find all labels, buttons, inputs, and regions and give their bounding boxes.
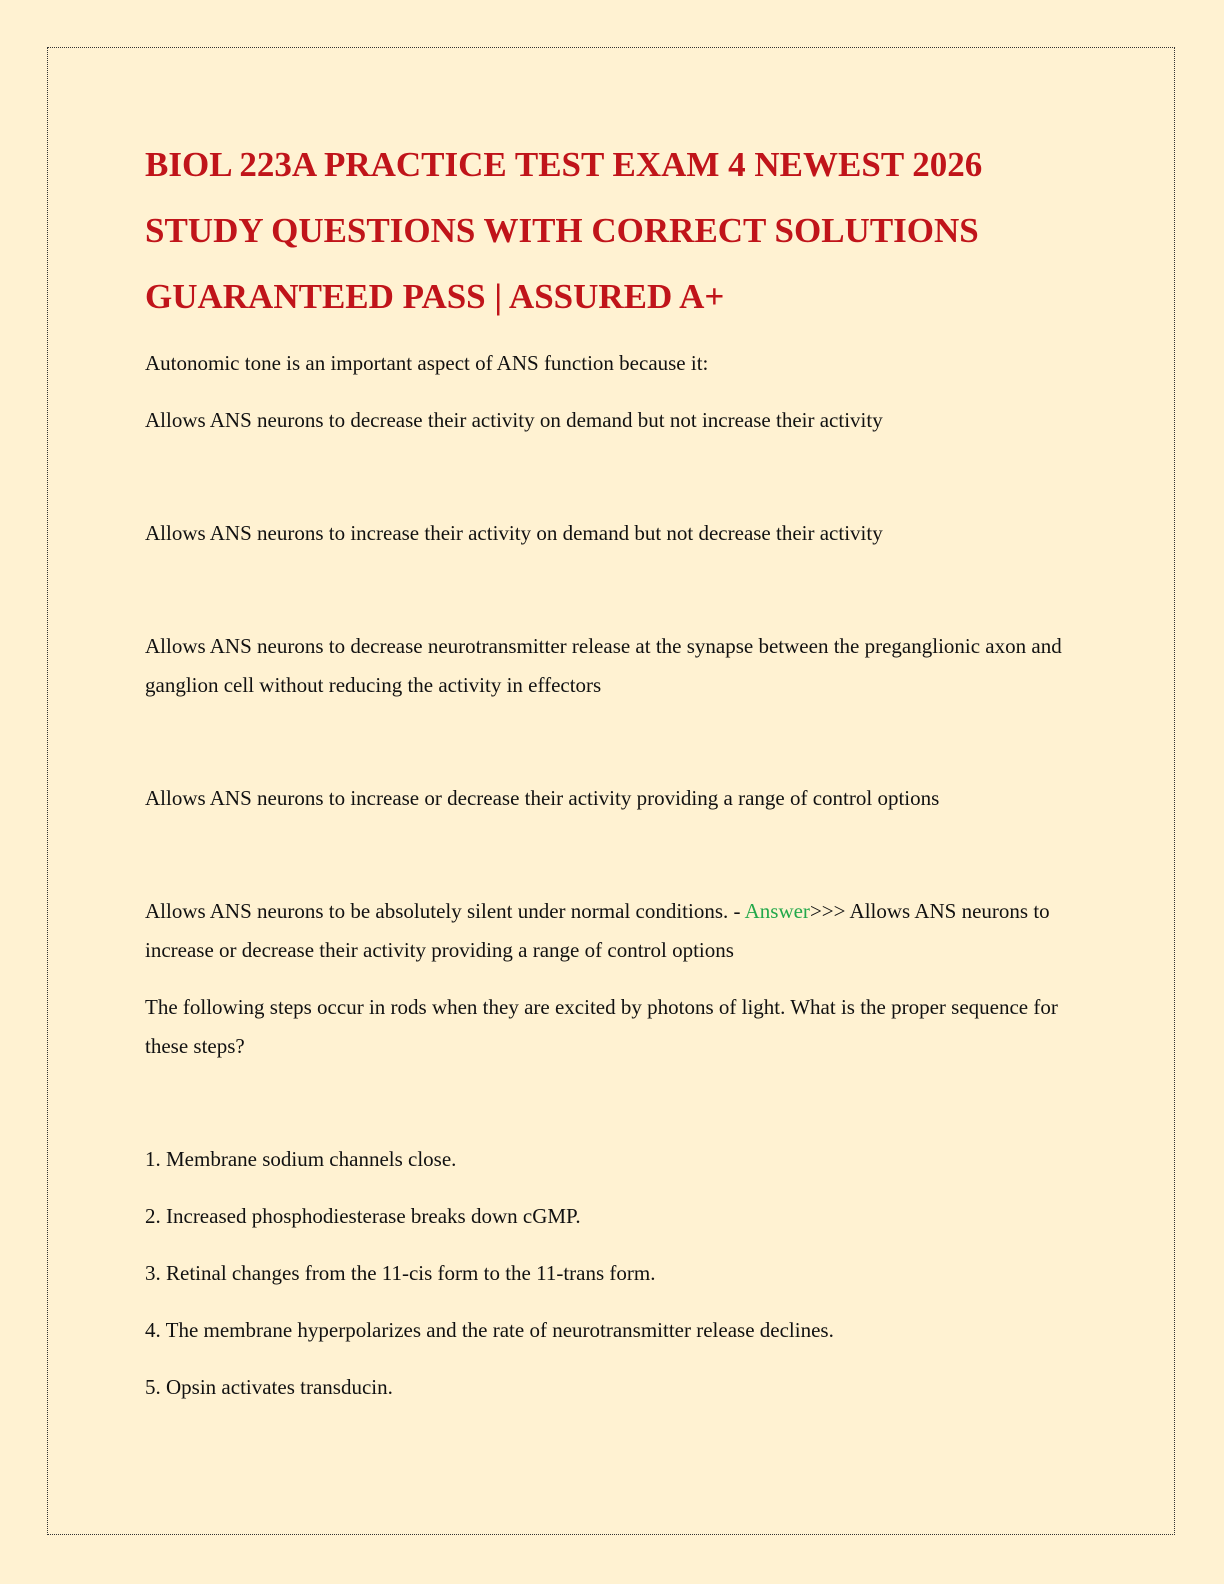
question-2-step-4: 4. The membrane hyperpolarizes and the rate of neurotransmitter release declines. xyxy=(145,1318,834,1342)
question-2-text: The following steps occur in rods when they are excited by photons of light. What is the proper sequence for these steps? xyxy=(145,995,1058,1058)
question-1-text: Autonomic tone is an important aspect of ANS function because it: xyxy=(145,351,709,375)
question-1-option-5-with-answer xyxy=(145,892,1085,970)
question-1-option-2: Allows ANS neurons to increase their activity on demand but not decrease their activity xyxy=(145,521,883,545)
document-content xyxy=(145,132,1085,1425)
answer-label: Answer xyxy=(744,899,810,923)
question-2-step-2: 2. Increased phosphodiesterase breaks down cGMP. xyxy=(145,1204,581,1228)
question-2-step-3: 3. Retinal changes from the 11-cis form to the 11-trans form. xyxy=(145,1261,656,1285)
question-2-step-1: 1. Membrane sodium channels close. xyxy=(145,1147,457,1171)
answer-text: >>> Allows ANS neurons to increase or decrease their activity providing a range of control options xyxy=(145,899,1050,962)
question-1-option-5: Allows ANS neurons to be absolutely silent under normal conditions. - xyxy=(145,899,745,923)
document-title: BIOL 223A PRACTICE TEST EXAM 4 NEWEST 2026 STUDY QUESTIONS WITH CORRECT SOLUTIONS GUARANTEED PASS | ASSURED A+ xyxy=(145,145,983,316)
question-1-option-1: Allows ANS neurons to decrease their activity on demand but not increase their activity xyxy=(145,408,883,432)
question-2-step-5: 5. Opsin activates transducin. xyxy=(145,1375,393,1399)
question-1-option-4: Allows ANS neurons to increase or decrease their activity providing a range of control options xyxy=(145,786,940,810)
question-1-option-3: Allows ANS neurons to decrease neurotransmitter release at the synapse between the preganglionic axon and ganglion cell without reducing the activity in effectors xyxy=(145,634,1062,697)
